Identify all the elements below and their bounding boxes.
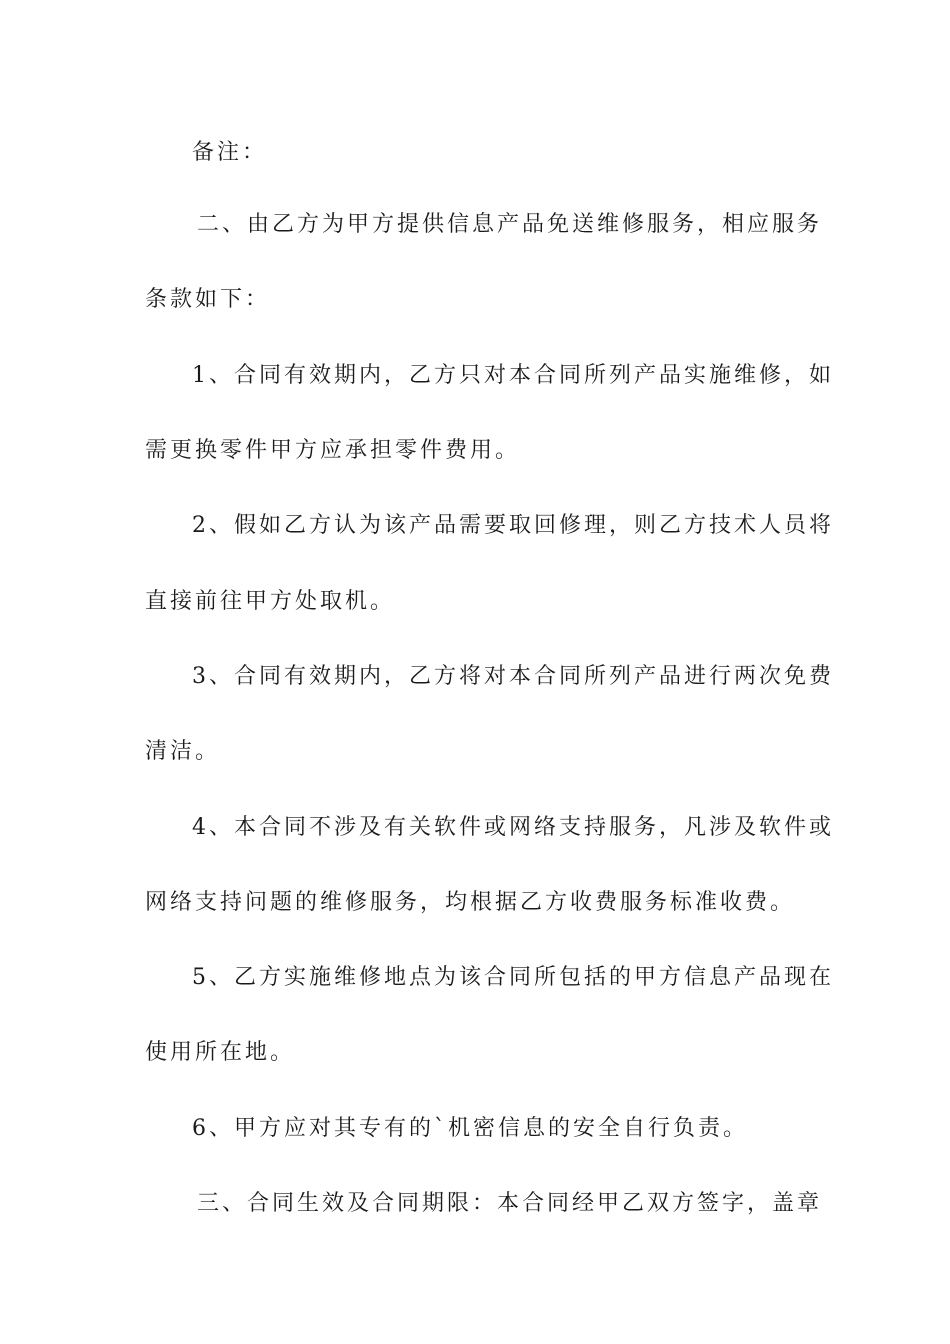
section-two-line-2: 条款如下：	[145, 287, 271, 312]
clause-4-line-1: 4、本合同不涉及有关软件或网络支持服务，凡涉及软件或	[192, 815, 834, 840]
clause-3-line-1: 3、合同有效期内，乙方将对本合同所列产品进行两次免费	[192, 664, 834, 689]
clause-1-line-1: 1、合同有效期内，乙方只对本合同所列产品实施维修，如	[192, 363, 834, 388]
section-three-line-1: 三、合同生效及合同期限：本合同经甲乙双方签字，盖章	[197, 1191, 823, 1216]
clause-5-line-2: 使用所在地。	[145, 1040, 296, 1065]
clause-3-line-2: 清洁。	[145, 739, 221, 764]
clause-1-line-2: 需更换零件甲方应承担零件费用。	[145, 438, 521, 463]
clause-5-line-1: 5、乙方实施维修地点为该合同所包括的甲方信息产品现在	[192, 965, 834, 990]
clause-4-line-2: 网络支持问题的维修服务，均根据乙方收费服务标准收费。	[145, 890, 796, 915]
clause-2-line-2: 直接前往甲方处取机。	[145, 589, 396, 614]
clause-6-line-1: 6、甲方应对其专有的`机密信息的安全自行负责。	[192, 1116, 748, 1141]
clause-2-line-1: 2、假如乙方认为该产品需要取回修理，则乙方技术人员将	[192, 513, 834, 538]
remarks-heading: 备注：	[192, 140, 268, 165]
section-two-line-1: 二、由乙方为甲方提供信息产品免送维修服务，相应服务	[197, 212, 823, 237]
